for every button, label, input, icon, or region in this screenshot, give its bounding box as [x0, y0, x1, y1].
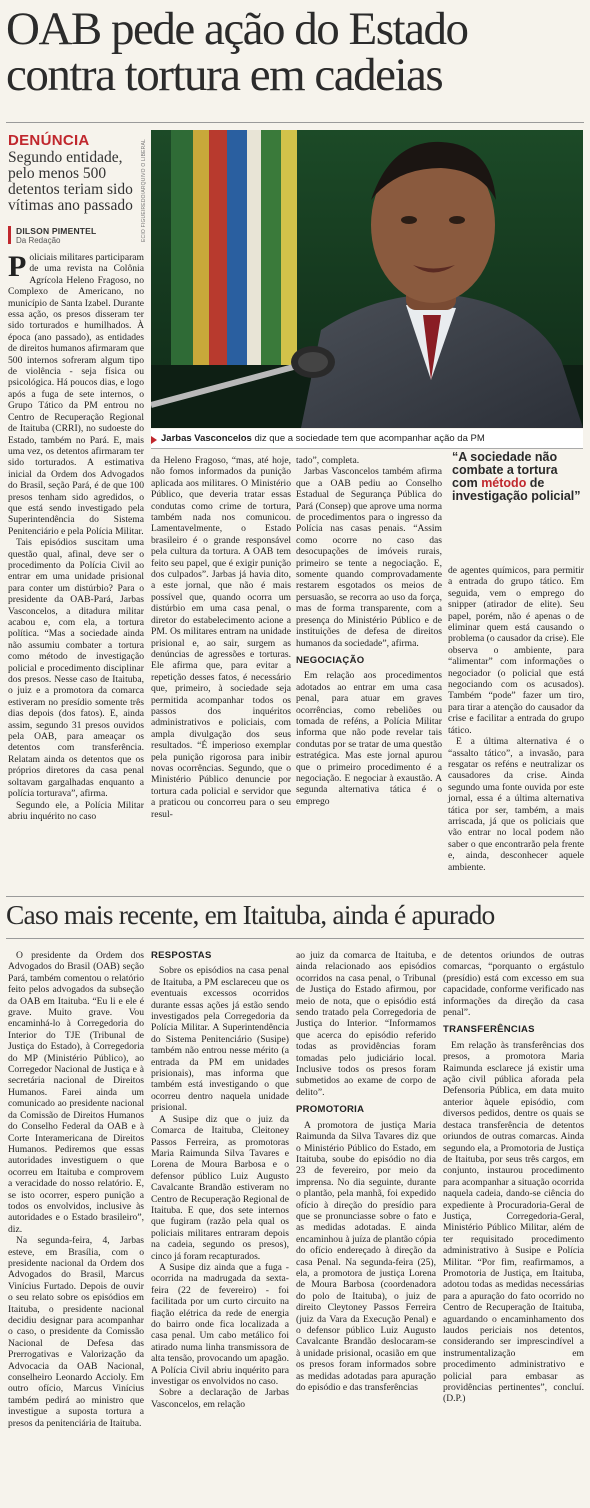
article1-col2 — [151, 455, 291, 820]
pull-quote-highlight: método — [481, 476, 527, 490]
article1-col4 — [448, 565, 584, 873]
subhead-negociacao: NEGOCIAÇÃO — [296, 654, 365, 666]
byline-org: Da Redação — [16, 236, 61, 245]
byline-name: DILSON PIMENTEL — [16, 226, 97, 236]
photo-credit: ECIO FIGUEIREDO/ARQUIVO O LIBERAL — [141, 138, 147, 242]
article2-col2 — [151, 944, 289, 1410]
byline-accent-bar — [8, 226, 11, 244]
headline-divider — [6, 122, 584, 123]
secondary-headline: Caso mais recente, em Itaituba, ainda é apurado — [6, 899, 495, 930]
dropcap: P — [8, 250, 27, 283]
article2-col1 — [8, 950, 144, 1429]
article2-col4 — [443, 950, 584, 1405]
kicker: DENÚNCIA — [8, 132, 90, 149]
article2-col1-p1: O presidente da Ordem dos Advogados do Brasil (OAB) seção Pará, também comentou o relatório feito pelos advogados da subseção da OAB em Itaituba. “Eu li e ele é grave. Muito grave. Vou encaminhá-lo à Corregedoria do Interior do TJE (Tribunal de Justiça do Estado), à Corregedoria do MP (Ministério Público), ao Corregedor Nacional de Justiça e à secretária nacional de Direitos Humanos. Farei ainda um comunicado ao presidente nacional da Comissão de Direitos Humanos do Conselho Federal da OAB e à Corte Interamericana de Direitos Humanos. Pediremos que essas autoridades investiguem o que ocorreu em Itaituba e comprovem a veracidade do nosso relatório. E, se isto ocorrer, espero punição a todos os envolvidos, inclusive às autoridades e o Estado brasileiro”, diz. — [8, 950, 144, 1235]
article1-col3-p3: Em relação aos procedimentos adotados ao entrar em uma casa penal, para atuar em graves ocorrências, como rebeliões ou tomada de reféns, a Polícia Militar informa que não pode revelar tais condutas por se tratar de uma questão estratégica. Mas este jornal apurou que o primeiro procedimento é a negociação. E negociar à exaustão. A segunda alternativa tática é o emprego — [296, 670, 442, 807]
caption-name: Jarbas Vasconcelos — [161, 433, 252, 444]
article2-col3 — [296, 950, 436, 1393]
article1-col1-p1: Policiais militares participaram de uma revista na Colônia Agrícola Heleno Fragoso, no Complexo de Americano, no município de Santa Izabel. Durante essa ação, os presos disseram ter sido torturados e humilhados. À época (ano passado), as entidades de direitos humanos afirmaram que 500 internos sofreram algum tipo de violência - seja física ou psicológica. Há poucos dias, e logo após a fuga de sete internos, o Grupo Tático da PM entrou no Centro de Recuperação Regional de Itaituba (CRRI), no sudoeste do Estado, também no Pará. E, mais uma vez, os detentos afirmaram ter sido torturados. A estimativa inicial da Ordem dos Advogados do Brasil, seção Pará, é de que 100 presos tenham sido agredidos, o que está sendo investigado pela Superintendência do Sistema Penitenciário e pela Polícia Militar. — [8, 250, 144, 537]
pull-quote-part2: de investigação policial” — [452, 476, 581, 503]
headline2-divider — [6, 938, 584, 939]
article2-col3-p1: ao juiz da comarca de Itaituba, e ainda relacionado aos episódios ocorridos na casa penal, o Tribunal de Justiça do Estado afirmou, por meio de nota, que o episódio está sendo tratado pela Corregedoria de Justiça do Interior. “Informamos que acerca do episódio referido todas as providências foram tomadas pelo judiciário local. Inclusive todos os presos foram submetidos ao exame de corpo de delito”. — [296, 950, 436, 1098]
subhead-transferencias: TRANSFERÊNCIAS — [443, 1024, 535, 1036]
article1-col4-p2: E a última alternativa é o “assalto tático”, a invasão, para resgatar os reféns e neutralizar os causadores da crise. Ainda segundo uma fonte ouvida por este jornal, essa é a última alternativa tática por ser, também, a mais arriscada, já que os policiais que vão entrar no local podem não saber o que encontrarão pela frente e, ainda, desconhecer aquele ambiente. — [448, 736, 584, 873]
article2-col1-p2: Na segunda-feira, 4, Jarbas esteve, em Brasília, com o presidente nacional da Ordem dos Advogados do Brasil, Marcus Vinícius Furtado. Depois de ouvir o seu relato sobre os episódios em Itaituba, o presidente nacional decidiu designar para acompanhar o caso, o presidente da Comissão Nacional de Defesa das Prerrogativas e Valorização da Advocacia da OAB Nacional, conselheiro Leonardo Accioly. Em outro ofício, Marcus Vinícius também pedirá ao ministro que investigue a suposta tortura a presos da penitenciária de Itaituba. — [8, 1235, 144, 1429]
article1-col3 — [296, 455, 442, 807]
article1-col1 — [8, 252, 144, 822]
section-divider — [6, 896, 584, 897]
article1-col3-p2: Jarbas Vasconcelos também afirma que a OAB pediu ao Conselho Estadual de Segurança Pública do Pará (Consep) que aprove uma norma de procedimentos para o ingresso da Polícia nas casas penais. “Assim como ocorre no caso das desocupações de imóveis rurais, primeiro se tente a negociação. E, somente quando comprovadamente restarem esgotados os meios de persuasão, se recorra ao uso da força, mas de forma transparente, com a presença do Ministério Público e de instituições de defesa de direitos humanos da sociedade”, afirma. — [296, 466, 442, 649]
article2-col3-p2: A promotora de justiça Maria Raimunda da Silva Tavares diz que o Ministério Público do Estado, em Itaituba, soube do episódio no dia 23 de fevereiro, por meio da imprensa. No dia seguinte, durante o plantão, pela manhã, foi expedido ofício à direção do presídio para que se pronunciasse sobre o fato e as medidas adotadas. E ainda encaminhou à juíza de plantão cópia do ofício endereçado à direção da casa Penal. Na segunda-feira (25), ela, a promotora de justiça Lorena de Moura Barbosa (coordenadora do polo de Itaituba), o juiz de direito Cleytoney Passos Ferreira (juiz da Vara da Execução Penal) e o defensor público Luiz Augusto Cavalcante Brandão deslocaram-se à unidade prisional, ocasião em que os presos foram informados sobre as medidas adotadas para apuração do episódio e das transferências — [296, 1119, 436, 1394]
article2-col2-p3: A Susipe diz ainda que a fuga - ocorrida na madrugada da sexta-feira (22 de fevereiro) - foi facilitada por um curto circuito na fiação elétrica da rede de energia do bairro onde fica localizada a casa penal. Um cabo metálico foi atirado numa linha transmissora de alta tensão, provocando um apagão. A Polícia Civil abriu inquérito para investigar os envolvidos no caso. — [151, 1261, 289, 1388]
article2-col2-p1: Sobre os episódios na casa penal de Itaituba, a PM esclareceu que os eventuais excessos ocorridos durante essas ações já estão sendo investigados pela Corregedoria da Polícia Militar. A Superintendência do Sistema Penitenciário (Susipe) também não entrou nesse mérito (a entrada da PM em unidades prisionais), mas informa que também está investigando o que ocorreu dentro naquela unidade prisional. — [151, 965, 289, 1114]
article2-col4-p1: de detentos oriundos de outras comarcas, “porquanto o ergástulo (presídio) está com excesso em sua capacidade, conforme verificado nas informações da direção da casa penal”. — [443, 950, 584, 1019]
caption-arrow-icon — [151, 436, 157, 444]
caption-text: diz que a sociedade tem que acompanhar ação da PM — [251, 433, 485, 444]
article1-col4-p1: de agentes químicos, para permitir a entrada do grupo tático. Em seguida, vem o emprego do snipper (atirador de elite). Seu papel, porém, não é apenas o de eliminar quem está causando o problema (o causador da crise). Ele observa o ambiente, para “alimentar” com informações o negociador (o policial que está negociando com os acusados). Também “pode” fazer um tiro, para tirar a atenção do causador da crise e facilitar a entrada do grupo tático. — [448, 565, 584, 736]
photo-caption — [151, 429, 583, 449]
main-headline — [6, 3, 586, 101]
headline-line-1: OAB pede ação do Estado — [6, 3, 468, 55]
article1-col1-p2: Tais episódios suscitam uma questão qual, afinal, deve ser o procedimento da Polícia Civil ao entrar em uma unidade prisional para conter um distúrbio? Para o presidente da OAB-Pará, Jarbas Vasconcelos, a ditadura militar acabou e, com ela, a tortura política. “Mas a sociedade ainda não assumiu combater a tortura como método de investigação policial e procedimento disciplinar dos presos. Nesse caso de Itaituba, o juiz e a promotora da comarca estiveram no presídio somente três dias depois (dos fatos). E, ainda assim, segundo 31 presos ouvidos pela OAB, para ameaçar os detentos com transferência. Relatam ainda os detentos que os próprios diretores da casa penal soltavam gargalhadas enquanto a polícia torturava”, afirma. — [8, 537, 144, 800]
article1-col1-p3: Segundo ele, a Polícia Militar abriu inquérito no caso — [8, 799, 144, 822]
article2-col4-p2: Em relação às transferências dos presos, a promotora Maria Raimunda esclarece já existir uma ação civil pública aforada pela Defensoria Pública, em data muito anterior àquele episódio, com diversos pedidos, dentre os quais se destaca transferência de detentos oriundos de outras comarcas. Ainda segundo ela, a Promotoria de Justiça de Itaituba, por seus três cargos, em conjunto, instaurou procedimento para acompanhar a situação ocorrida naquela cadeia, dando-se ciência do expediente à Procuradoria-Geral de Justiça, Corregedoria-Geral, Ministério Público Militar, além de ter requisitado procedimento administrativo à Susipe e Polícia Militar. “Por fim, reafirmamos, a Promotoria de Justiça, em Itaituba, adotou todas as medidas necessárias para a apuração do fato ocorrido no Centro de Recuperação de Itaituba, aguardando o encaminhamento dos laudos periciais nos detentos, considerando ser imprescindível a instrumentalização em procedimento administrativo e policial para embasar as providências pertinentes”, concluí. (D.P.) — [443, 1039, 584, 1405]
article1-col3-p1: tado”, completa. — [296, 455, 360, 466]
article2-col2-p2: A Susipe diz que o juiz da Comarca de Itaituba, Cleitoney Passos Ferreira, as promotoras Maria Raimunda Silva Tavares e Lorena de Moura Barbosa e o defensor público Luiz Augusto Cavalcante Brandão estiveram no Centro de Recuperação Regional de Itaituba. E que, dos sete internos que fugiram (razão pela qual os policiais militares entraram depois na cadeia, segundo os presos), cinco já foram recapturados. — [151, 1113, 289, 1262]
pull-quote — [452, 451, 584, 503]
byline — [8, 226, 146, 245]
article2-col2-p4: Sobre a declaração de Jarbas Vasconcelos, em relação — [151, 1387, 289, 1410]
subhead-promotoria: PROMOTORIA — [296, 1104, 365, 1116]
headline-line-2: contra tortura em cadeias — [6, 49, 443, 101]
article1-col2-p1: da Heleno Fragoso, “mas, até hoje, não fomos informados da punição aplicada aos militares. O Ministério Público, que deveria tratar essas condutas como crime de tortura, também nada nos comunicou. Lamentavelmente, o Estado brasileiro é o grande responsável pela cultura da tortura. A OAB tem feito seu papel, que é exigir punição dos culpados”. Jarbas já havia dito, a este jornal, que não é mais possível que, quando ocorra um distúrbio em uma casa penal, o diretor do estabelecimento acione a PM. Os militares entram na unidade prisional e, ao sair, surgem as denúncias de agressões e torturas. Ele afirma que, para evitar a repetição desses fatos, é necessário que, primeiro, à sociedade seja permitida acompanhar todos os passos dos inquéritos administrativos e policiais, com ampla divulgação dos seus resultados. “É imperioso exemplar pela punição rigorosa para inibir novas ocorrências. Segundo, que o Ministério Público denuncie por tortura cada policial e servidor que a praticou ou concorreu para o seu resul- — [151, 455, 291, 820]
pull-quote-part1: “A sociedade não combate a tortura com — [452, 450, 558, 490]
photo-illustration — [151, 130, 583, 428]
deck: Segundo entidade, pelo menos 500 detentos teriam sido vítimas ano passado — [8, 149, 133, 214]
subhead-respostas: RESPOSTAS — [151, 950, 212, 961]
photo-jarbas-vasconcelos — [151, 130, 583, 428]
